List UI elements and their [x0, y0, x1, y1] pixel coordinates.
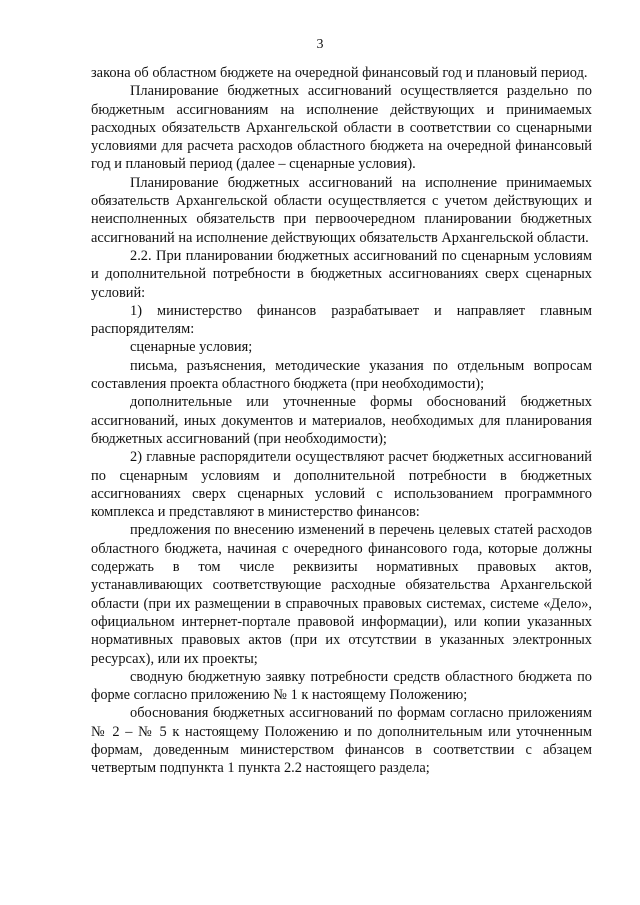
paragraph-law-continuation: закона об областном бюджете на очередной финансовый год и плановый период.	[91, 65, 588, 81]
page-number: 3	[316, 37, 324, 52]
document-body	[91, 64, 592, 778]
paragraph-section-2-2: 2.2. При планировании бюджетных ассигнований по сценарным условиям и дополнительной потребности в бюджетных ассигнованиях сверх сценарных условий:	[91, 247, 592, 301]
paragraph-additional-forms: дополнительные или уточненные формы обоснований бюджетных ассигнований, иных документов и материалов, необходимых для планирования бюджетных ассигнований (при необходимости);	[91, 394, 592, 447]
paragraph-planning-accepted: Планирование бюджетных ассигнований на исполнение принимаемых обязательств Архангельской области осуществляется с учетом действующих и неисполненных обязательств при первоочередном планировании бюджетных ассигнований на исполнение действующих обязательств Архангельской области.	[91, 174, 592, 246]
paragraph-proposals: предложения по внесению изменений в перечень целевых статей расходов областного бюджета, начиная с очередного финансового года, которые должны содержать в том числе реквизиты нормативных правовых актов, устанавливающих соответствующие расходные обязательства Архангельской области (при их размещении в справочных правовых системах, системе «Дело», официальном интернет-портале правовой информации), или копии указанных нормативных правовых актов (при их отсутствии в указанных электронных ресурсах), или их проекты;	[91, 522, 592, 667]
paragraph-scenario-conditions: сценарные условия;	[130, 339, 253, 356]
paragraph-item-2: 2) главные распорядители осуществляют расчет бюджетных ассигнований по сценарным условиям и дополнительной потребности в бюджетных ассигнованиях сверх сценарных условий с использованием программного комплекса и представляют в министерство финансов:	[91, 449, 592, 521]
paragraph-letters: письма, разъяснения, методические указания по отдельным вопросам составления проекта областного бюджета (при необходимости);	[91, 357, 592, 393]
paragraph-planning-separate: Планирование бюджетных ассигнований осуществляется раздельно по бюджетным ассигнованиям на исполнение действующих и принимаемых расходных обязательств Архангельской области в соответствии со сценарными условиями для расчета расходов областного бюджета на очередной финансовый год и плановый период (далее – сценарные условия).	[91, 83, 592, 173]
paragraph-budget-request: сводную бюджетную заявку потребности средств областного бюджета по форме согласно приложению № 1 к настоящему Положению;	[91, 668, 592, 704]
paragraph-justifications: обоснования бюджетных ассигнований по формам согласно приложениям № 2 – № 5 к настоящему Положению и по дополнительным или уточненным формам, доведенным министерством финансов в соответствии с абзацем четвертым подпункта 1 пункта 2.2 настоящего раздела;	[91, 705, 592, 777]
paragraph-item-1: 1) министерство финансов разрабатывает и направляет главным распорядителям:	[91, 302, 592, 338]
